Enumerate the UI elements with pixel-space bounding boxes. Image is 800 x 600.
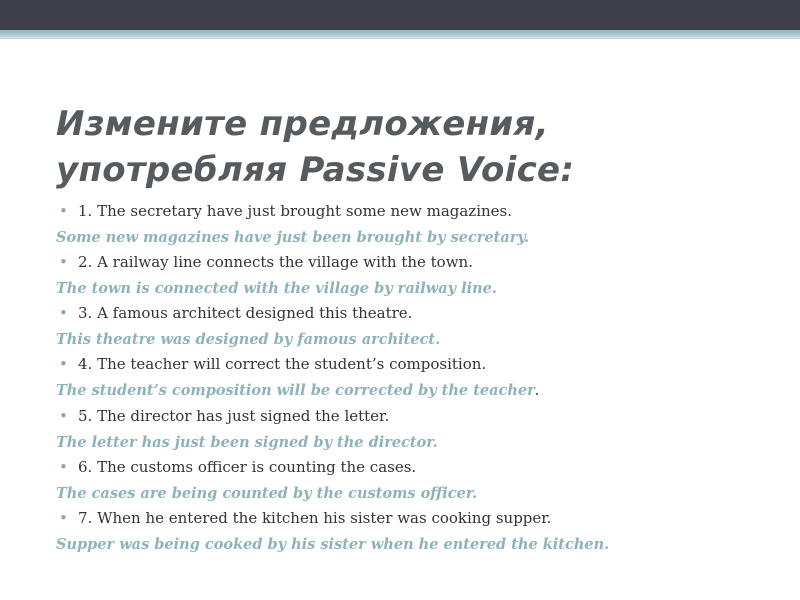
bullet-icon: •	[59, 458, 68, 476]
slide-title: Измените предложения, употребляя Passive Voice:	[56, 104, 575, 190]
task-sentence-text: 5. The director has just signed the letter.	[78, 407, 390, 425]
exercise-item-7	[56, 506, 776, 554]
bullet-icon: •	[59, 304, 68, 322]
exercise-item-4	[56, 352, 776, 404]
answer-text: The town is connected with the village by railway line.	[56, 279, 497, 297]
accent-line	[0, 38, 800, 39]
accent-stripe	[0, 30, 800, 38]
bullet-icon: •	[59, 202, 68, 220]
answer-sentence	[56, 225, 776, 251]
answer-text: Supper was being cooked by his sister when he entered the kitchen.	[56, 535, 610, 553]
answer-sentence	[56, 430, 776, 456]
exercise-item-2	[56, 250, 776, 301]
task-sentence-text: 6. The customs officer is counting the cases.	[78, 458, 417, 476]
header-bar	[0, 0, 800, 30]
task-sentence	[56, 506, 776, 532]
task-sentence-text: 3. A famous architect designed this theatre.	[78, 304, 413, 322]
answer-sentence	[56, 378, 776, 405]
bullet-icon: •	[59, 355, 68, 373]
task-sentence	[56, 352, 776, 378]
answer-sentence	[56, 327, 776, 353]
answer-text: The cases are being counted by the customs officer.	[56, 484, 478, 502]
task-sentence-text: 7. When he entered the kitchen his sister was cooking supper.	[78, 509, 552, 527]
bullet-icon: •	[59, 407, 68, 425]
answer-text: Some new magazines have just been brought by secretary.	[56, 228, 530, 246]
task-sentence	[56, 301, 776, 327]
answer-text: The student’s composition will be corrected by the teacher	[56, 381, 535, 399]
exercise-item-3	[56, 301, 776, 352]
task-sentence	[56, 250, 776, 276]
answer-sentence	[56, 276, 776, 302]
exercise-item-1	[56, 199, 776, 250]
task-sentence-text: 4. The teacher will correct the student’s composition.	[78, 355, 487, 373]
exercise-item-6	[56, 455, 776, 506]
answer-text: The letter has just been signed by the director.	[56, 433, 438, 451]
answer-sentence	[56, 481, 776, 507]
task-sentence	[56, 404, 776, 430]
answer-sentence	[56, 535, 718, 554]
task-sentence-text: 2. A railway line connects the village with the town.	[78, 253, 473, 271]
exercise-list	[56, 199, 776, 554]
task-sentence	[56, 455, 776, 481]
bullet-icon: •	[59, 509, 68, 527]
answer-text: This theatre was designed by famous architect.	[56, 330, 441, 348]
exercise-item-5	[56, 404, 776, 455]
task-sentence	[56, 199, 776, 225]
answer-period: .	[534, 382, 540, 399]
task-sentence-text: 1. The secretary have just brought some new magazines.	[78, 202, 513, 220]
bullet-icon: •	[59, 253, 68, 271]
